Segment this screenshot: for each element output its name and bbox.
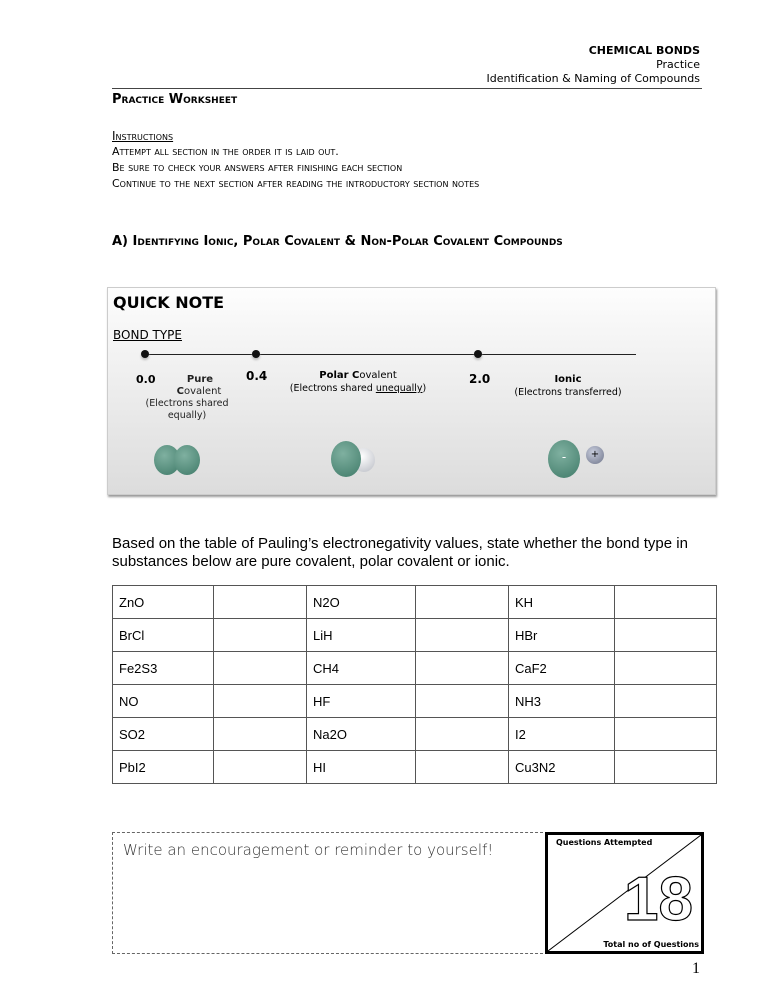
table-row	[113, 751, 717, 784]
answer-cell[interactable]	[615, 718, 717, 751]
compound-cell: CaF2	[509, 652, 615, 685]
compound-cell: KH	[509, 586, 615, 619]
value-2-0: 2.0	[469, 372, 491, 386]
atom-icon	[174, 445, 200, 475]
compound-cell: PbI2	[113, 751, 214, 784]
compound-cell: HI	[307, 751, 416, 784]
header-topic: Identification & Naming of Compounds	[486, 72, 700, 85]
answer-cell[interactable]	[615, 619, 717, 652]
header-subtitle: Practice	[656, 58, 700, 71]
header-divider	[112, 88, 702, 89]
value-0-4: 0.4	[246, 369, 268, 383]
instruction-item: Attempt all section in the order it is laid out.	[112, 145, 339, 158]
value-0-0: 0.0	[136, 373, 156, 386]
electronegativity-scale	[146, 354, 636, 355]
encouragement-prompt: Write an encouragement or reminder to yourself!	[123, 841, 494, 859]
pure-word: Pure	[186, 374, 214, 385]
polar-desc-end: )	[422, 383, 427, 394]
page-number: 1	[692, 960, 700, 977]
polar-desc: (Electrons shared	[289, 383, 376, 394]
instructions-heading: Instructions	[112, 129, 174, 143]
polar-rest: ovalent	[359, 370, 397, 381]
answer-cell[interactable]	[416, 685, 509, 718]
compound-cell: NO	[113, 685, 214, 718]
header-title: CHEMICAL BONDS	[588, 44, 700, 57]
ionic-word: Ionic	[554, 374, 582, 385]
answer-cell[interactable]	[416, 751, 509, 784]
encouragement-box[interactable]	[112, 832, 543, 954]
table-row	[113, 586, 717, 619]
answer-cell[interactable]	[214, 751, 307, 784]
question-text: Based on the table of Pauling’s electronegativity values, state whether the bond type in substances below are pure covalent, polar covalent or ionic.	[112, 535, 688, 570]
compound-cell: ZnO	[113, 586, 214, 619]
compound-cell: BrCl	[113, 619, 214, 652]
table-row	[113, 619, 717, 652]
covalent-rest: ovalent	[183, 386, 222, 397]
worksheet-title: Practice Worksheet	[112, 92, 238, 107]
instruction-item: Continue to the next section after reading the introductory section notes	[112, 177, 480, 190]
compound-cell: HBr	[509, 619, 615, 652]
compound-cell: NH3	[509, 685, 615, 718]
answer-cell[interactable]	[615, 751, 717, 784]
instructions	[112, 128, 479, 192]
table-row	[113, 652, 717, 685]
pure-description: (Electrons shared equally)	[145, 398, 229, 421]
ionic-label	[503, 373, 633, 399]
bond-type-label: BOND TYPE	[113, 328, 182, 342]
anion-icon: -	[548, 440, 580, 478]
compound-cell: I2	[509, 718, 615, 751]
compound-cell: N2O	[307, 586, 416, 619]
answer-cell[interactable]	[416, 619, 509, 652]
compound-cell: Fe2S3	[113, 652, 214, 685]
ionic-description: (Electrons transferred)	[514, 387, 622, 398]
questions-attempted-label: Questions Attempted	[556, 838, 653, 847]
compound-cell: HF	[307, 685, 416, 718]
scale-marker	[141, 350, 149, 358]
total-questions-number: 18	[624, 865, 693, 934]
pure-covalent-label	[140, 374, 234, 422]
answer-cell[interactable]	[214, 652, 307, 685]
answer-cell[interactable]	[214, 586, 307, 619]
answer-cell[interactable]	[214, 718, 307, 751]
answer-cell[interactable]	[615, 586, 717, 619]
compound-cell: LiH	[307, 619, 416, 652]
answer-cell[interactable]	[615, 652, 717, 685]
answer-cell[interactable]	[416, 652, 509, 685]
polar-covalent-label	[278, 369, 438, 395]
cation-icon: +	[586, 446, 604, 464]
bond-type-table	[112, 585, 717, 784]
covalent-c: C	[176, 386, 184, 397]
table-row	[113, 685, 717, 718]
instruction-item: Be sure to check your answers after finishing each section	[112, 161, 403, 174]
polar-word: Polar C	[319, 370, 360, 381]
compound-cell: SO2	[113, 718, 214, 751]
total-questions-label: Total no of Questions	[603, 940, 699, 949]
atom-icon	[331, 441, 361, 477]
quick-note-box	[107, 287, 716, 495]
answer-cell[interactable]	[214, 685, 307, 718]
scale-marker	[474, 350, 482, 358]
compound-cell: Cu3N2	[509, 751, 615, 784]
polar-unequally: unequally	[375, 383, 423, 394]
table-row	[113, 718, 717, 751]
answer-cell[interactable]	[416, 718, 509, 751]
compound-cell: Na2O	[307, 718, 416, 751]
running-header	[487, 44, 700, 86]
scale-marker	[252, 350, 260, 358]
section-a-heading: A) Identifying Ionic, Polar Covalent & Non-Polar Covalent Compounds	[112, 234, 563, 249]
compound-cell: CH4	[307, 652, 416, 685]
answer-cell[interactable]	[416, 586, 509, 619]
answer-cell[interactable]	[214, 619, 307, 652]
answer-cell[interactable]	[615, 685, 717, 718]
score-box	[545, 832, 704, 954]
quick-note-title: QUICK NOTE	[113, 293, 225, 312]
